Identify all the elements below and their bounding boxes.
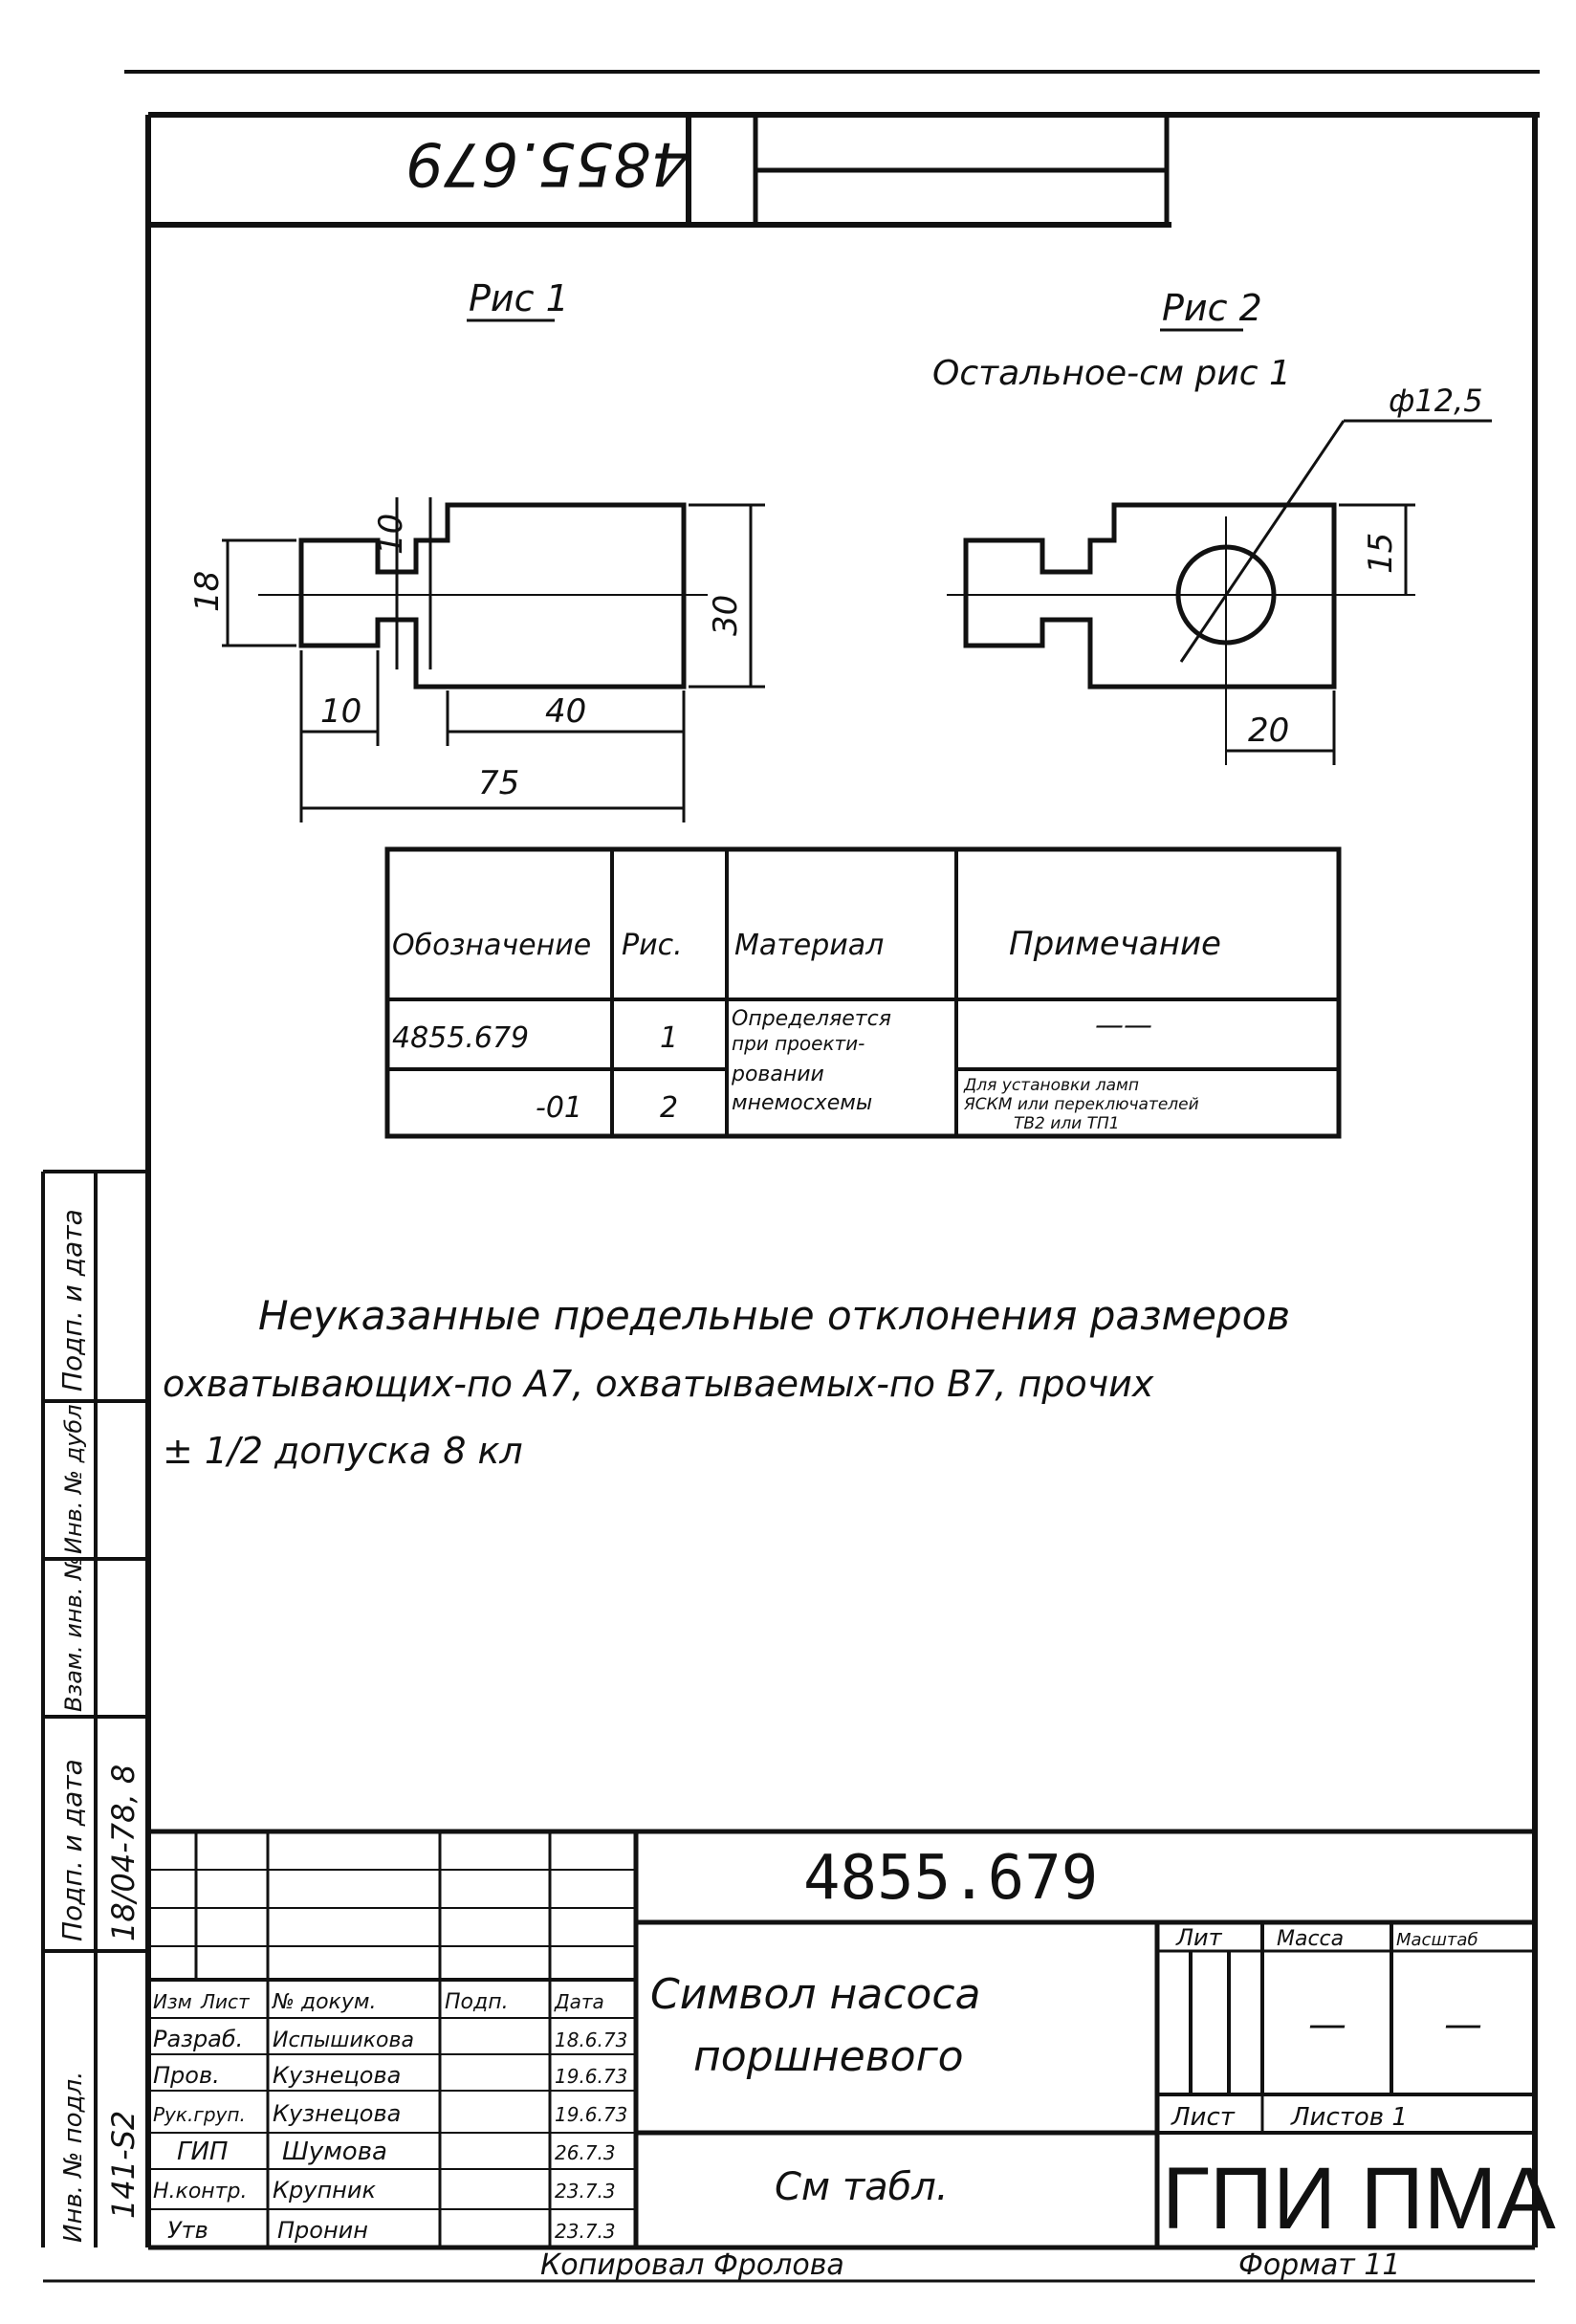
- margin-inv-value: 141-S2: [105, 2110, 142, 2219]
- spec-header-designation: Обозначение: [392, 929, 592, 962]
- spec-material-3: ровании: [732, 1063, 824, 1086]
- tb-name-0: Испышикова: [273, 2028, 414, 2052]
- top-stamp: [148, 115, 1171, 225]
- figure-2: [932, 287, 1492, 765]
- spec-row2-fig: 2: [660, 1091, 679, 1125]
- tb-col-change: Изм: [153, 1990, 192, 2013]
- tb-role-5: Утв: [167, 2217, 208, 2244]
- figure-1: [188, 277, 765, 822]
- tb-col-docnum: № докум.: [273, 1990, 377, 2014]
- figure-1-title: Рис 1: [469, 277, 569, 319]
- tb-role-3: ГИП: [177, 2138, 229, 2166]
- tb-scale-value: —: [1444, 2003, 1482, 2047]
- tb-sheets-label: Листов 1: [1291, 2103, 1408, 2132]
- top-mirrored-number: 4855.679: [405, 129, 689, 199]
- figure-2-title: Рис 2: [1162, 287, 1262, 329]
- tb-date-1: 19.6.73: [555, 2065, 628, 2088]
- title-block: [148, 1831, 1556, 2247]
- tb-col-sign: Подп.: [445, 1990, 509, 2014]
- spec-header-remark: Примечание: [1009, 925, 1221, 963]
- tb-name-1: Кузнецова: [273, 2062, 402, 2089]
- tb-role-0: Разраб.: [153, 2026, 244, 2052]
- spec-row2-remark-3: ТВ2 или ТП1: [1014, 1114, 1120, 1133]
- tb-name-2: Кузнецова: [273, 2100, 402, 2127]
- tb-material: См табл.: [775, 2165, 949, 2209]
- tb-name-3: Шумова: [282, 2138, 387, 2166]
- tb-sheet-label: Лист: [1171, 2103, 1235, 2132]
- spec-table: [387, 849, 1339, 1136]
- figure-2-dim-hole-dia: ф12,5: [1389, 383, 1483, 419]
- tb-org: ГПИ ПМА: [1162, 2150, 1556, 2247]
- note-line-1: Неуказанные предельные отклонения размеров: [258, 1292, 1291, 1339]
- spec-row1-designation: 4855.679: [392, 1021, 530, 1055]
- tb-doc-number: 4855.679: [803, 1843, 1099, 1914]
- tb-date-3: 26.7.3: [555, 2141, 616, 2164]
- spec-row1-fig: 1: [660, 1021, 679, 1055]
- tb-title-line-1: Символ насоса: [650, 1970, 981, 2019]
- tb-col-sheet: Лист: [201, 1990, 250, 2013]
- figure-1-dim-total-length: 75: [478, 764, 520, 802]
- tb-date-2: 19.6.73: [555, 2103, 628, 2126]
- figure-2-note: Остальное-см рис 1: [932, 354, 1291, 393]
- margin-date-value: 18/04-78, 8: [105, 1764, 142, 1941]
- figure-1-dim-slot: 10: [372, 513, 410, 555]
- figure-2-dim-half-height: 15: [1362, 532, 1400, 574]
- tb-date-0: 18.6.73: [555, 2028, 628, 2051]
- tb-role-2: Рук.груп.: [153, 2103, 246, 2126]
- figure-1-dim-left-length: 10: [320, 692, 362, 731]
- tb-title-line-2: поршневого: [693, 2032, 964, 2081]
- spec-material-1: Определяется: [732, 1007, 891, 1031]
- margin-label-replace-inv: Взам. инв. №: [60, 1556, 87, 1712]
- margin-label-inv-dup: Инв. № дубл.: [60, 1396, 87, 1554]
- margin-label-sign-date-1: Подп. и дата: [56, 1209, 88, 1392]
- technical-notes: [163, 1292, 1290, 1472]
- spec-row2-remark-1: Для установки ламп: [964, 1076, 1139, 1095]
- spec-material-2: при проекти-: [732, 1032, 865, 1055]
- note-line-3: ± 1/2 допуска 8 кл: [163, 1430, 523, 1472]
- figure-2-dim-hole-pos: 20: [1248, 712, 1290, 750]
- format-label: Формат 11: [1238, 2248, 1401, 2282]
- note-line-2: охватывающих-по А7, охватываемых-по В7, прочих: [163, 1363, 1154, 1405]
- tb-name-4: Крупник: [273, 2177, 376, 2203]
- figure-1-dim-total-height: 30: [707, 594, 745, 636]
- tb-lit-label: Лит: [1176, 1924, 1222, 1951]
- spec-row2-remark-2: ЯСКМ или переключателей: [964, 1095, 1199, 1114]
- tb-role-4: Н.контр.: [153, 2180, 248, 2203]
- tb-scale-label: Масштаб: [1396, 1930, 1478, 1950]
- copied-by: Копировал Фролова: [540, 2248, 844, 2282]
- figure-1-dim-left-height: 18: [188, 570, 227, 612]
- margin-label-sign-date-2: Подп. и дата: [56, 1759, 88, 1941]
- left-margin-strip: [43, 1172, 148, 2247]
- spec-row2-designation: -01: [536, 1091, 582, 1125]
- tb-name-5: Пронин: [277, 2217, 368, 2244]
- spec-material-4: мнемосхемы: [732, 1091, 873, 1115]
- tb-date-4: 23.7.3: [555, 2180, 616, 2203]
- spec-header-material: Материал: [734, 929, 885, 962]
- spec-header-fig: Рис.: [622, 929, 683, 962]
- spec-row1-remark: ——: [1095, 1009, 1152, 1042]
- margin-label-inv-orig: Инв. № подл.: [59, 2071, 88, 2243]
- tb-date-5: 23.7.3: [555, 2220, 616, 2243]
- figure-1-dim-right-length: 40: [545, 692, 587, 731]
- tb-role-1: Пров.: [153, 2062, 220, 2089]
- tb-mass-value: —: [1308, 2003, 1346, 2047]
- tb-col-date: Дата: [555, 1990, 604, 2013]
- tb-mass-label: Масса: [1277, 1927, 1345, 1951]
